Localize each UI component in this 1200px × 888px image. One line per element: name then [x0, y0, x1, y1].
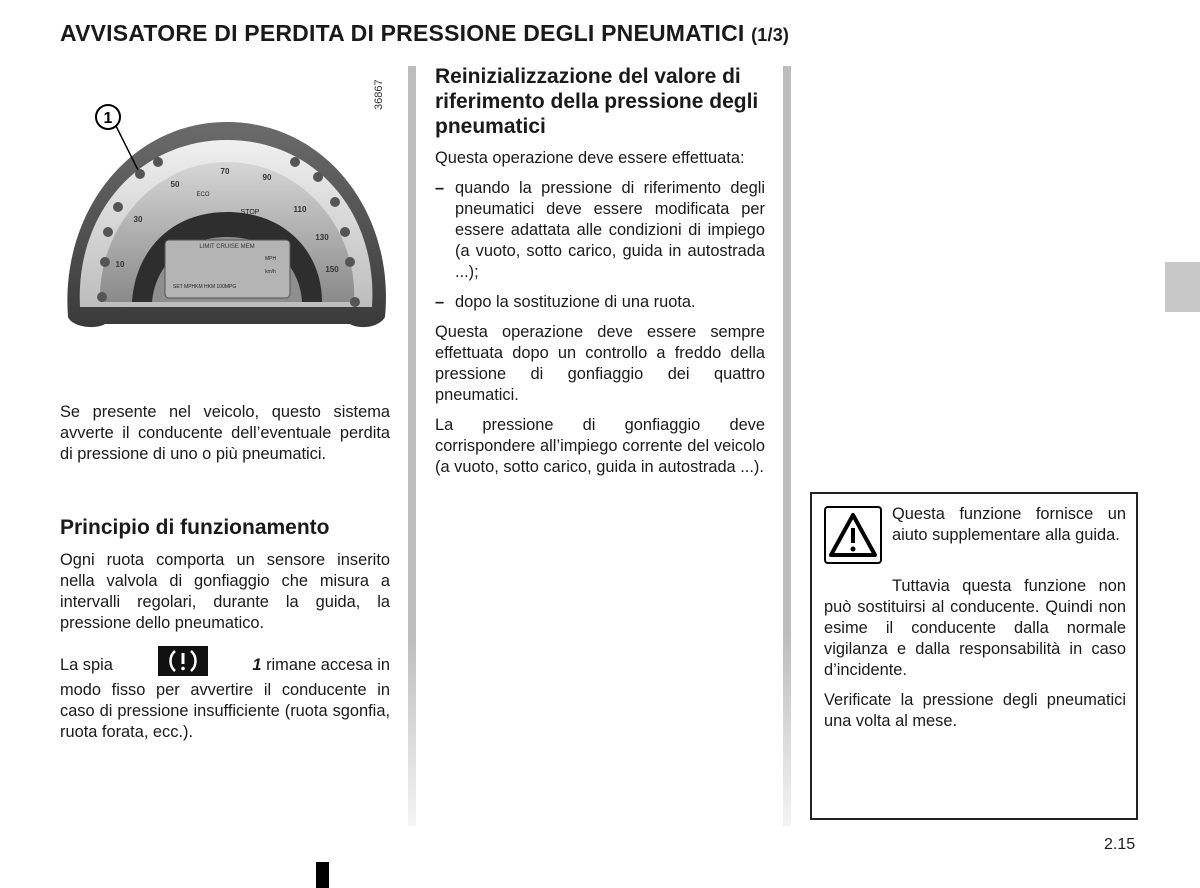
crop-mark	[316, 862, 329, 888]
reset-intro: Questa operazione deve essere effettuata:	[435, 149, 745, 167]
warning-text-1: Questa funzione fornisce un aiuto supplementare alla guida.	[892, 505, 1126, 544]
svg-text:50: 50	[170, 180, 180, 189]
svg-text:130: 130	[315, 233, 329, 242]
intro-paragraph: Se presente nel veicolo, questo sistema avverte il conducente dell’eventuale perdita di pressione di uno o più pneumatici.	[60, 403, 390, 463]
spia-number: 1	[252, 655, 262, 674]
tyre-pressure-warning-icon	[158, 646, 208, 676]
odo-label: SET MPHKM HKM 100MPG	[173, 284, 237, 290]
principle-heading: Principio di funzionamento	[60, 516, 330, 539]
unit1-label: MPH	[265, 256, 277, 262]
figure-ref: 36867	[373, 79, 385, 110]
svg-text:110: 110	[293, 205, 307, 214]
spia-rest: modo fisso per avvertire il conducente in caso di pressione insufficiente (ruota sgonfia, ruota forata, ecc.).	[60, 681, 390, 741]
warning-text-2: Tuttavia questa funzione non può sostituirsi al conducente. Quindi non esime il conducente dalla normale vigilanza e dalla responsabilità in caso d’incidente.	[824, 577, 1126, 679]
stop-label: STOP	[240, 209, 260, 216]
reset-section	[435, 64, 765, 478]
svg-text:150: 150	[325, 265, 339, 274]
svg-text:1: 1	[103, 110, 113, 127]
reset-heading: Reinizializzazione del valore di riferimento della pressione degli pneumatici	[435, 65, 759, 138]
svg-text:30: 30	[133, 215, 143, 224]
svg-text:10: 10	[115, 260, 125, 269]
eco-label: ECO	[196, 192, 210, 198]
column-rule-left	[408, 66, 416, 826]
warning-triangle-icon	[824, 506, 882, 564]
warning-text-3: Verificate la pressione degli pneumatici una volta al mese.	[824, 691, 1126, 730]
page-number: 2.15	[1104, 836, 1136, 853]
spia-suffix: rimane accesa in	[266, 655, 390, 674]
instrument-cluster-figure	[60, 62, 395, 337]
reset-paragraph-3: La pressione di gonfiaggio deve corrispondere all’impiego corrente del veicolo (a vuoto, sotto carico, guida in autostrada ...).	[435, 416, 765, 476]
list-item: – dopo la sostituzione di una ruota.	[435, 293, 696, 311]
section-tab	[1165, 262, 1200, 312]
title-part: (1/3)	[751, 25, 790, 45]
reset-paragraph-2: Questa operazione deve essere sempre effettuata dopo un controllo a freddo della pressione di gonfiaggio dei quattro pneumatici.	[435, 323, 765, 404]
list-item: – quando la pressione di riferimento degli pneumatici deve essere modificata per essere adattata alle condizioni di impiego (a vuoto, sotto carico, guida in autostrada ...);	[435, 179, 765, 281]
page-title: AVVISATORE DI PERDITA DI PRESSIONE DEGLI PNEUMATICI (1/3)	[60, 20, 790, 46]
unit2-label: km/h	[265, 269, 276, 275]
svg-text:90: 90	[262, 173, 272, 182]
warning-box	[810, 492, 1138, 820]
display-top-label: LIMIT CRUISE MEM	[199, 244, 255, 250]
principle-paragraph: Ogni ruota comporta un sensore inserito nella valvola di gonfiaggio che misura a intervalli regolari, durante la guida, la pressione dello pneumatico.	[60, 551, 390, 632]
spia-paragraph	[60, 650, 390, 743]
svg-text:70: 70	[220, 167, 230, 176]
spia-prefix: La spia	[60, 655, 113, 674]
column-rule-right	[783, 66, 791, 826]
